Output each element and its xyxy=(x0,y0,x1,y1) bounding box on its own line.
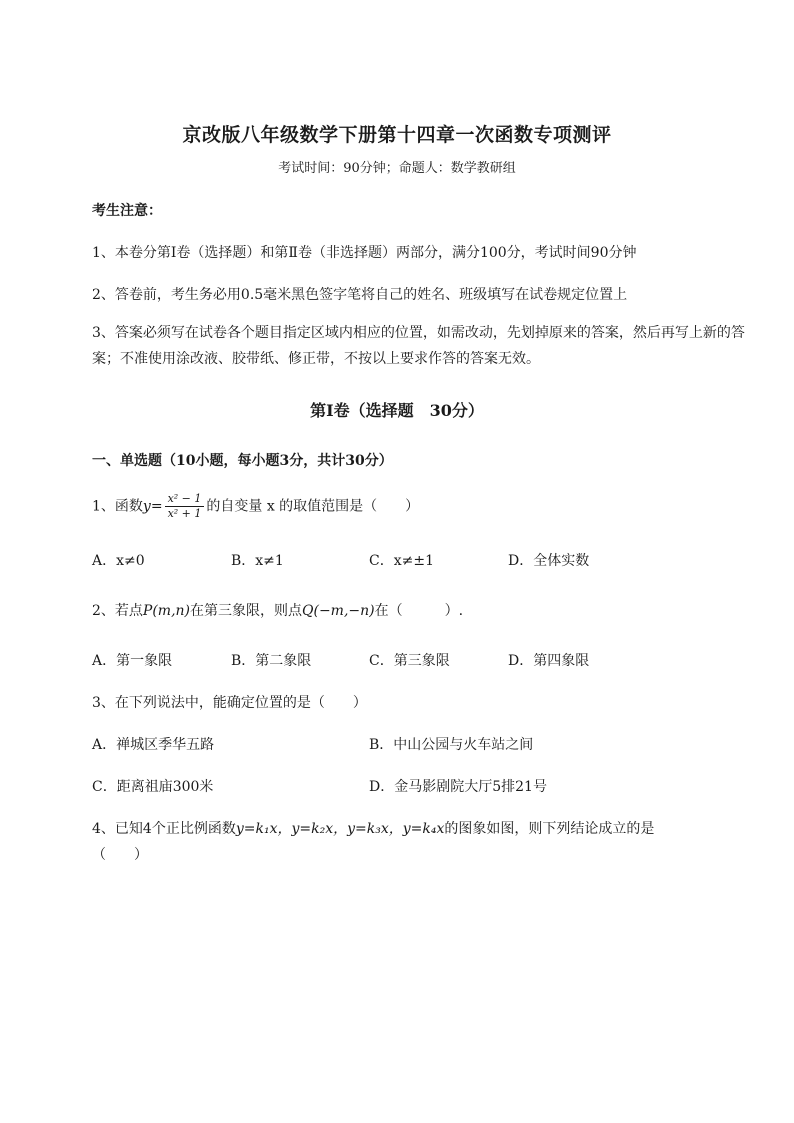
question-4-text-b: 的图象如图，则下列结论成立的是 xyxy=(444,821,655,837)
q1-option-a[interactable]: A．x≠0 xyxy=(92,553,145,569)
question-3: 3、在下列说法中，能确定位置的是（ ） xyxy=(92,695,367,711)
question-2-text-a: 2、若点 xyxy=(92,603,143,619)
fraction-denominator: x² + 1 xyxy=(167,507,202,520)
q3-option-c[interactable]: C．距离祖庙300米 xyxy=(92,779,214,795)
q3-option-a[interactable]: A．禅城区季华五路 xyxy=(92,737,215,753)
point-p: P(m,n) xyxy=(142,603,191,619)
notice-item-2: 2、答卷前，考生务必用0.5毫米黑色签字笔将自己的姓名、班级填写在试卷规定位置上 xyxy=(92,287,628,303)
question-4 xyxy=(92,818,654,838)
question-2 xyxy=(92,600,463,620)
q1-option-d[interactable]: D．全体实数 xyxy=(508,553,590,569)
notice-item-3: 3、答案必须写在试卷各个题目指定区域内相应的位置，如需改动，先划掉原来的答案，然后再写上新的答案；不准使用涂改液、胶带纸、修正带，不按以上要求作答的答案无效。 xyxy=(92,325,745,367)
fraction-numerator: x² − 1 xyxy=(165,492,205,507)
question-4-text-a: 4、已知4个正比例函数 xyxy=(92,821,236,837)
question-4-functions: y=k₁x，y=k₂x，y=k₃x，y=k₄x xyxy=(235,821,445,837)
q3-option-d[interactable]: D．金马影剧院大厅5排21号 xyxy=(369,779,547,795)
question-2-text-b: 在第三象限，则点 xyxy=(190,603,303,619)
q2-option-b[interactable]: B．第二象限 xyxy=(231,653,312,669)
notice-heading: 考生注意： xyxy=(92,203,162,219)
part-heading: 一、单选题（10小题，每小题3分，共计30分） xyxy=(92,453,393,469)
q2-option-d[interactable]: D．第四象限 xyxy=(508,653,590,669)
notice-item-1: 1、本卷分第I卷（选择题）和第Ⅱ卷（非选择题）两部分，满分100分，考试时间90分钟 xyxy=(92,245,637,261)
q2-option-a[interactable]: A．第一象限 xyxy=(92,653,173,669)
q3-option-b[interactable]: B．中山公园与火车站之间 xyxy=(369,737,534,753)
question-1-suffix: 的自变量 x 的取值范围是（ ） xyxy=(206,498,420,515)
q1-option-b[interactable]: B．x≠1 xyxy=(231,553,284,569)
question-1 xyxy=(92,492,419,521)
question-1-prefix: 1、函数 xyxy=(92,498,143,515)
q2-option-c[interactable]: C．第三象限 xyxy=(369,653,450,669)
question-4-answer-paren: （ ） xyxy=(92,847,148,863)
question-1-yeq: y= xyxy=(142,498,163,515)
point-q: Q(−m,−n) xyxy=(302,603,375,619)
page-title: 京改版八年级数学下册第十四章一次函数专项测评 xyxy=(182,124,612,146)
q1-option-c[interactable]: C．x≠±1 xyxy=(369,553,434,569)
section-title: 第I卷（选择题 30分） xyxy=(310,401,484,420)
question-1-fraction xyxy=(165,492,205,521)
question-2-text-c: 在（ ）. xyxy=(374,603,464,619)
exam-info: 考试时间：90分钟；命题人：数学教研组 xyxy=(278,161,516,176)
